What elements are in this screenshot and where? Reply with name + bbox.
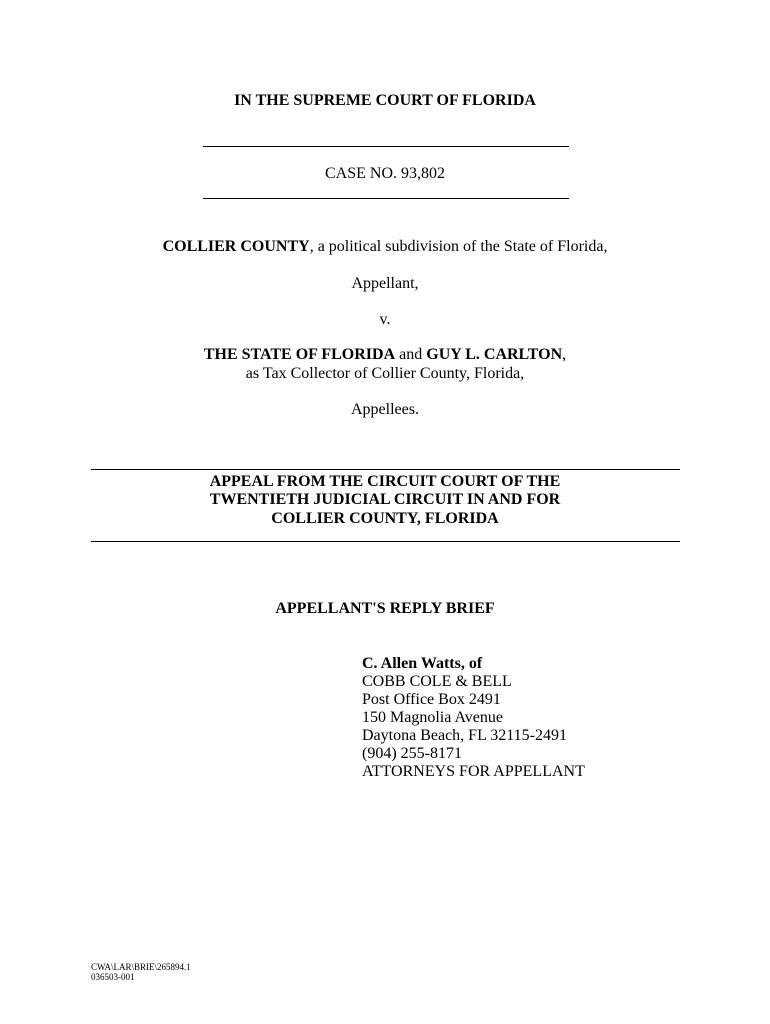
case-number: CASE NO. 93,802 <box>324 165 445 182</box>
divider-line <box>203 146 569 147</box>
brief-title: APPELLANT'S REPLY BRIEF <box>275 600 495 617</box>
appeal-heading-line-3: COLLIER COUNTY, FLORIDA <box>271 510 499 527</box>
appellee-name-2: GUY L. CARLTON <box>426 346 563 363</box>
appellee-name-1: THE STATE OF FLORIDA <box>203 346 396 363</box>
attorney-city: Daytona Beach, FL 32115-2491 <box>362 727 567 744</box>
divider-line <box>203 198 569 199</box>
appellant-description: , a political subdivision of the State of Florida, <box>309 238 608 255</box>
court-heading: IN THE SUPREME COURT OF FLORIDA <box>234 92 536 109</box>
appellee-conjunction: and <box>395 346 427 363</box>
footer-matter-number: 036503-001 <box>91 972 135 982</box>
appellant-role: Appellant, <box>351 275 419 292</box>
appellant-name: COLLIER COUNTY <box>162 238 310 255</box>
appellee-comma: , <box>562 346 567 363</box>
versus: v. <box>379 311 391 328</box>
attorney-firm: COBB COLE & BELL <box>362 673 512 690</box>
attorney-name: C. Allen Watts, of <box>362 655 483 672</box>
appellees-role: Appellees. <box>351 401 419 418</box>
attorney-po-box: Post Office Box 2491 <box>362 691 501 708</box>
attorney-street: 150 Magnolia Avenue <box>362 709 504 726</box>
attorney-role: ATTORNEYS FOR APPELLANT <box>362 763 585 780</box>
appeal-heading-line-1: APPEAL FROM THE CIRCUIT COURT OF THE <box>209 473 561 490</box>
appellant-line <box>0 238 770 256</box>
appellees-line <box>0 346 770 364</box>
appeal-heading-line-2: TWENTIETH JUDICIAL CIRCUIT IN AND FOR <box>209 491 561 508</box>
appellee-description: as Tax Collector of Collier County, Florida, <box>245 365 525 382</box>
attorney-phone: (904) 255-8171 <box>362 745 462 762</box>
horizontal-rule <box>91 469 680 470</box>
horizontal-rule <box>91 541 680 542</box>
footer-doc-id: CWA\LAR\BRIE\265894.1 <box>91 962 191 972</box>
